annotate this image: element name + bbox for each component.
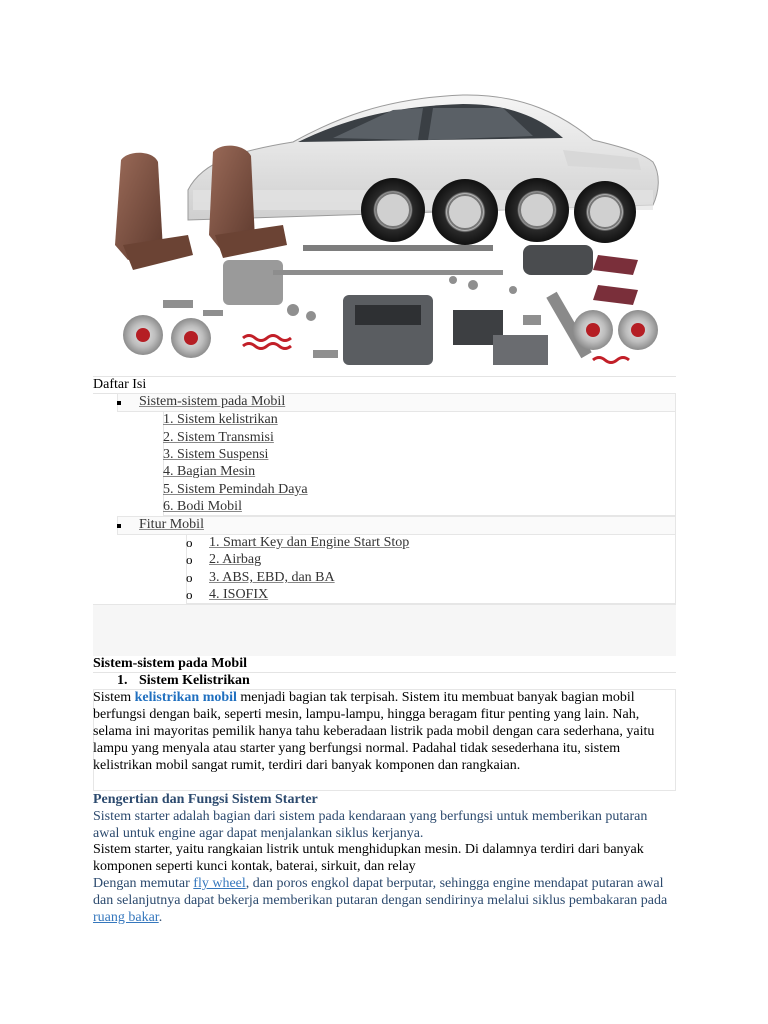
section-heading: Sistem-sistem pada Mobil <box>93 656 247 671</box>
bullet-icon <box>117 401 121 405</box>
circle-bullet-icon: o <box>186 570 193 585</box>
toc-item-link[interactable]: 4. Bagian Mesin <box>163 464 256 479</box>
p3-prefix: Dengan memutar <box>93 876 194 891</box>
circle-bullet-icon: o <box>186 535 193 550</box>
circle-bullet-icon: o <box>186 552 193 567</box>
toc-item-link[interactable]: 4. ISOFIX <box>209 587 269 602</box>
circle-bullet-icon: o <box>186 587 193 602</box>
toc-item-link[interactable]: 6. Bodi Mobil <box>163 499 242 514</box>
toc-section-link-fitur[interactable]: Fitur Mobil <box>139 517 204 532</box>
toc-section-link-sistem[interactable]: Sistem-sistem pada Mobil <box>139 394 286 409</box>
p3-middle: , dan poros engkol dapat berputar, sehingga engine mendapat putaran awal dan selanjutnya dapat bekerja memberikan putaran dengan sendirinya melalui siklus pembakaran pada <box>93 876 668 908</box>
toc-item-link[interactable]: 1. Smart Key dan Engine Start Stop <box>209 535 410 550</box>
intro-prefix: Sistem <box>93 690 135 705</box>
kelistrikan-mobil-link[interactable]: kelistrikan mobil <box>134 690 237 705</box>
bullet-icon <box>117 524 121 528</box>
empty-spacer <box>93 604 676 656</box>
subheading-number: 1. <box>117 673 128 688</box>
starter-paragraph-1: Sistem starter adalah bagian dari sistem pada kendaraan yang berfungsi untuk memberikan putaran awal untuk engine agar dapat menjalankan siklus kerjanya. <box>93 809 648 841</box>
toc-item-link[interactable]: 5. Sistem Pemindah Daya <box>163 482 308 497</box>
toc-item-link[interactable]: 2. Airbag <box>209 552 262 567</box>
toc-item-link[interactable]: 2. Sistem Transmisi <box>163 430 274 445</box>
starter-heading: Pengertian dan Fungsi Sistem Starter <box>93 792 318 807</box>
ruang-bakar-link[interactable]: ruang bakar <box>93 910 159 925</box>
divider <box>93 376 676 377</box>
starter-paragraph-3 <box>93 875 676 926</box>
toc-item-link[interactable]: 3. Sistem Suspensi <box>163 447 269 462</box>
toc-item-link[interactable]: 3. ABS, EBD, dan BA <box>209 570 335 585</box>
fly-wheel-link[interactable]: fly wheel <box>193 876 246 891</box>
subheading: Sistem Kelistrikan <box>139 673 250 688</box>
starter-paragraph-2: Sistem starter, yaitu rangkaian listrik untuk menghidupkan mesin. Di dalamnya terdiri dari banyak komponen seperti kunci kontak, baterai, sirkuit, dan relay <box>93 842 644 874</box>
toc-title: Daftar Isi <box>93 377 147 392</box>
p3-suffix: . <box>158 910 163 925</box>
intro-text: menjadi bagian tak terpisah. Sistem itu membuat banyak bagian mobil berfungsi dengan baik, seperti mesin, lampu-lampu, hingga beragam fitur penting yang lain. Nah, selama ini mayoritas pemilik hanya tahu keberadaan listrik pada mobil dengan cara sederhana, yaitu lampu yang menyala atau starter yang berfungsi normal. Padahal tidak sesederhana itu, sistem kelistrikan mobil sangat rumit, terdiri dari banyak komponen dan rangkaian. <box>93 690 655 773</box>
toc-item-link[interactable]: 1. Sistem kelistrikan <box>163 412 278 427</box>
car-parts-image <box>93 80 676 376</box>
intro-paragraph <box>93 689 676 774</box>
